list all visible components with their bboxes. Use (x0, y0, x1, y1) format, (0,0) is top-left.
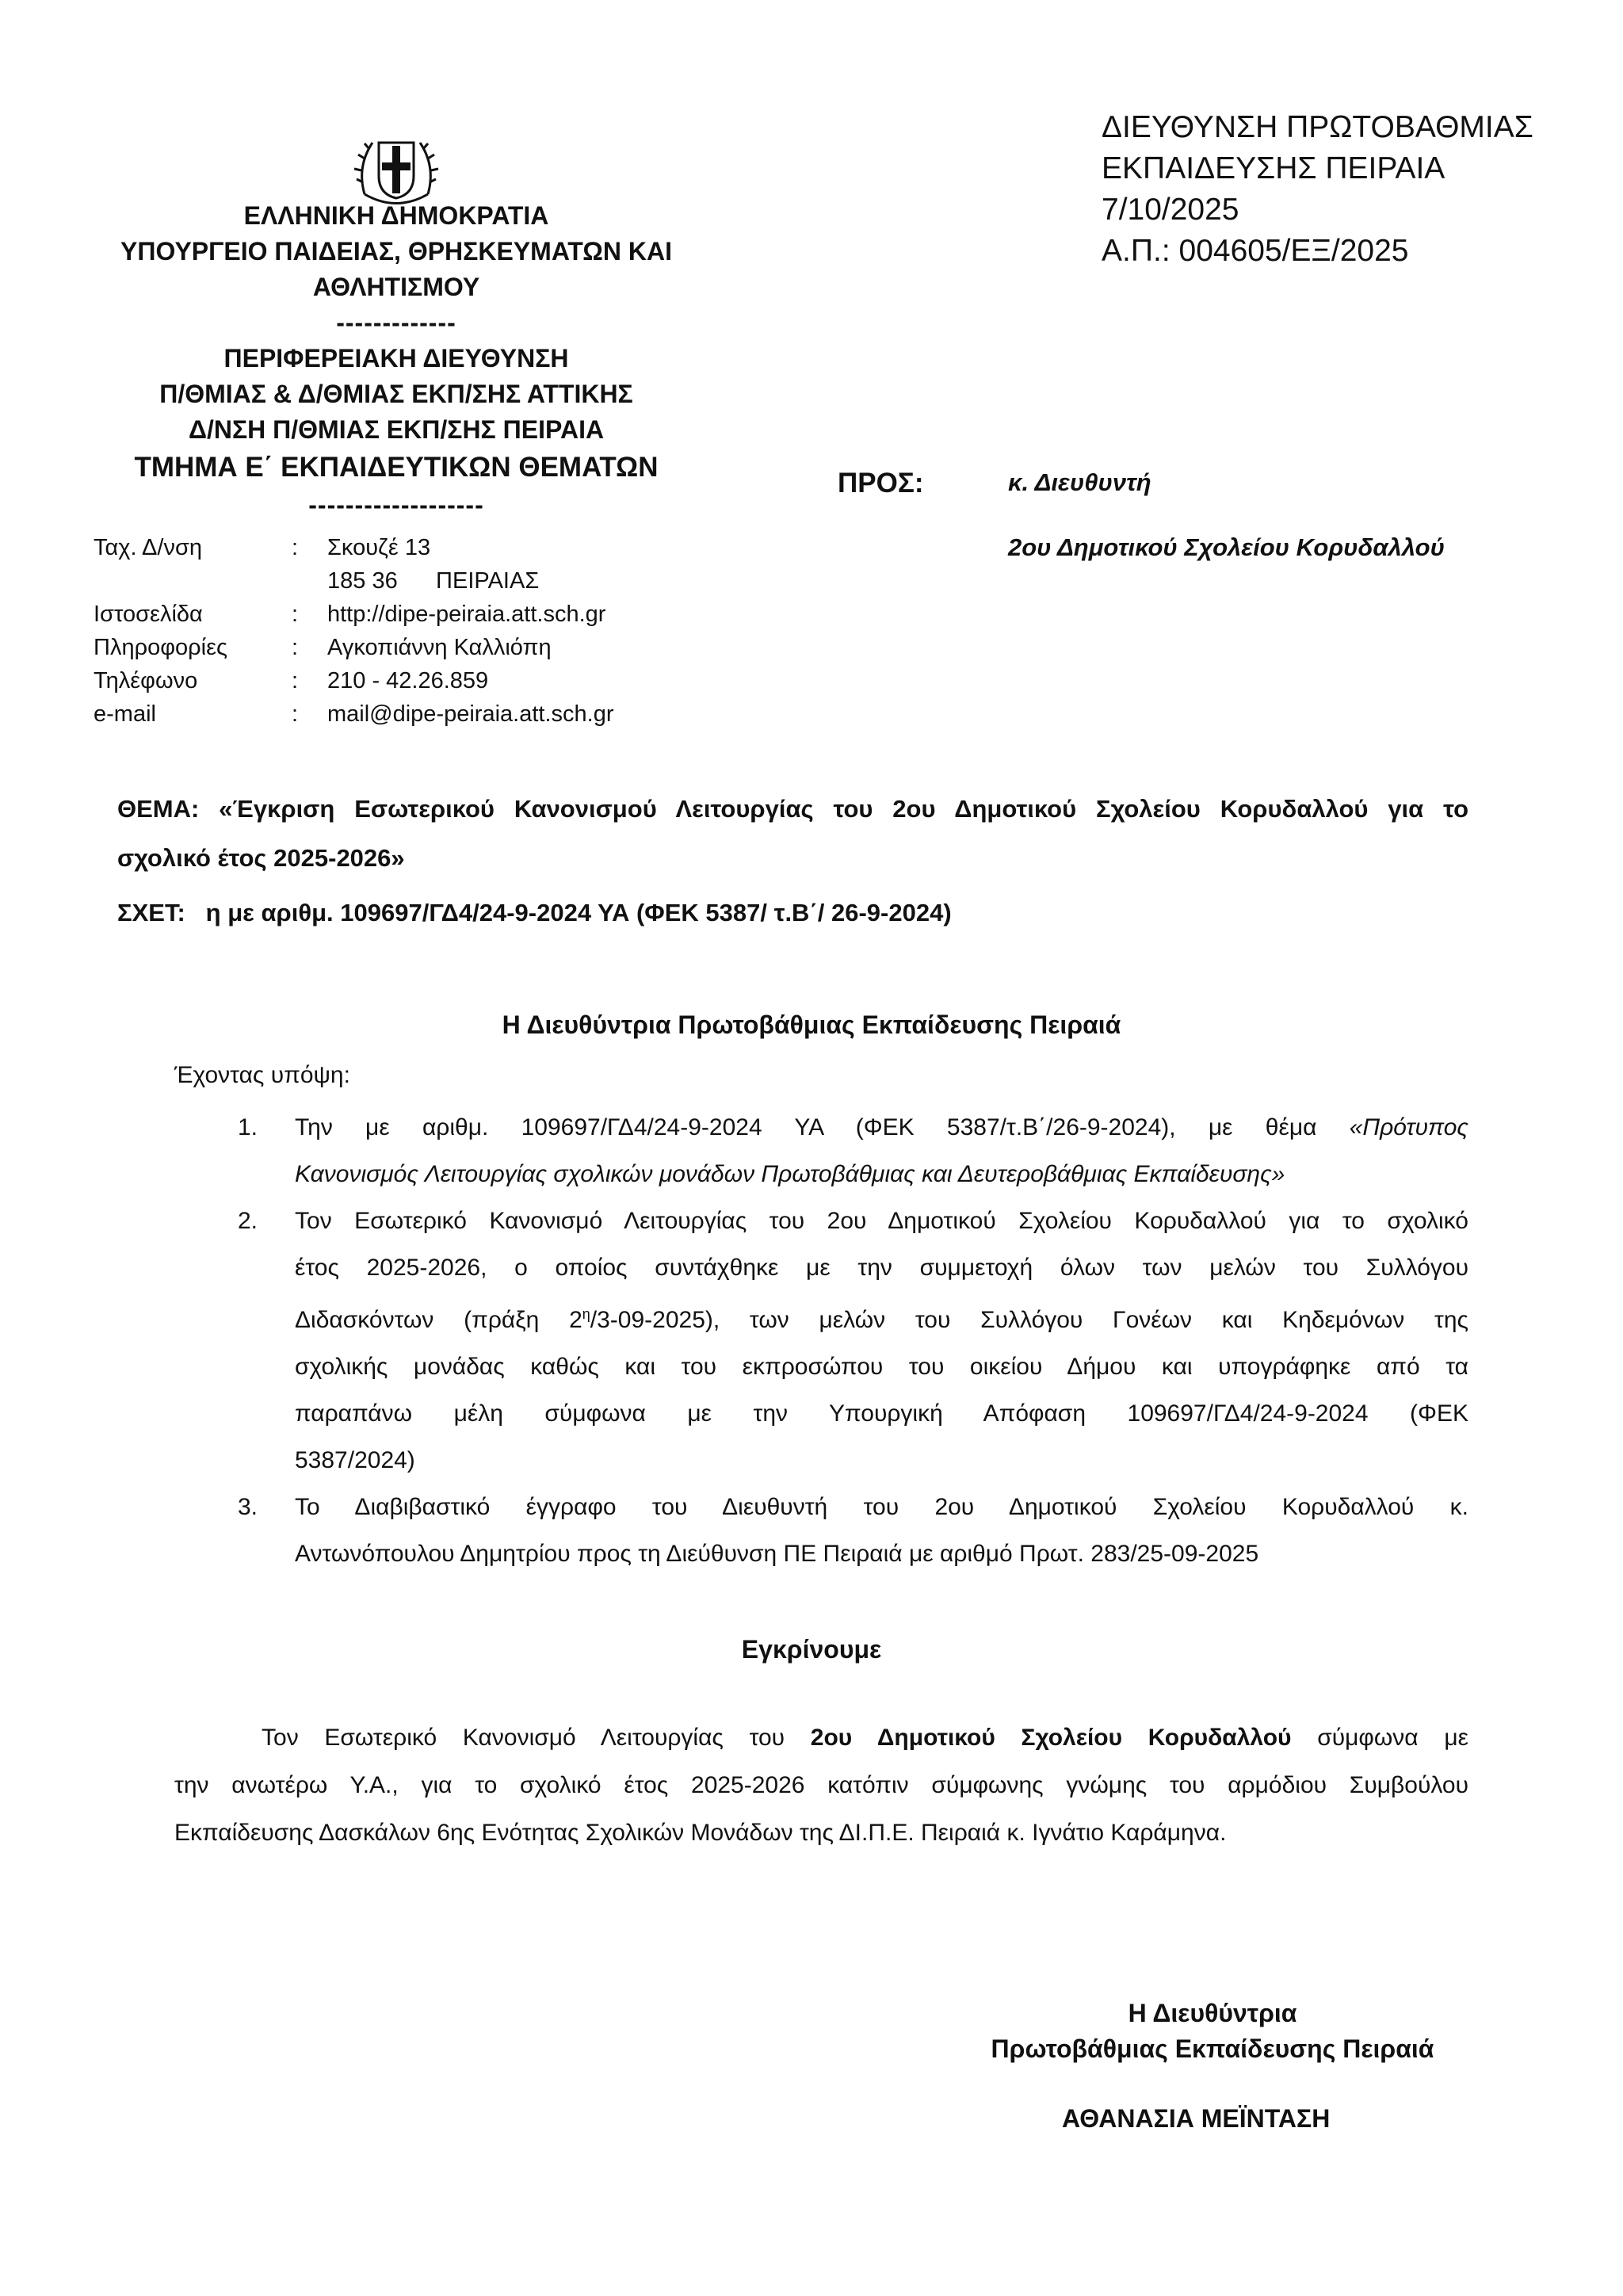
contact-colon (292, 564, 327, 598)
website-link[interactable]: http://dipe-peiraia.att.sch.gr (327, 602, 606, 627)
contact-value: Σκουζέ 13 (327, 535, 431, 560)
signature-title2: Πρωτοβάθμιας Εκπαίδευσης Πειραιά (991, 2034, 1434, 2063)
contact-label (94, 564, 292, 598)
header-line-ministry-cont: ΑΘΛΗΤΙΣΜΟΥ (312, 273, 480, 301)
header-separator: ------------- (336, 308, 456, 337)
list-item-line: 5387/2024) (295, 1447, 415, 1473)
list-item-line: έτος 2025-2026, ο οποίος συντάχθηκε με την συμμετοχή όλων των μελών του Συλλόγου (295, 1255, 1468, 1281)
header-line-piraeus: Δ/ΝΣΗ Π/ΘΜΙΑΣ ΕΚΠ/ΣΗΣ ΠΕΙΡΑΙΑ (188, 415, 605, 444)
list-item-number: 1. (238, 1114, 258, 1140)
contact-label: e-mail (94, 701, 156, 727)
list-item-number: 2. (238, 1208, 258, 1234)
document-date: 7/10/2025 (1102, 193, 1239, 227)
list-item (238, 1104, 1468, 1198)
paragraph-text: Τον Εσωτερικό Κανονισμό Λειτουργίας του (262, 1725, 811, 1751)
paragraph-line: Εκπαίδευσης Δασκάλων 6ης Ενότητας Σχολικών Μονάδων της ΔΙ.Π.Ε. Πειραιά κ. Ιγνάτιο Καράμηνα. (174, 1820, 1227, 1846)
approval-paragraph (174, 1714, 1468, 1857)
document-info (1102, 107, 1533, 272)
contact-colon: : (292, 602, 299, 627)
directorate-line2: ΕΚΠΑΙΔΕΥΣΗΣ ΠΕΙΡΑΙΑ (1102, 151, 1445, 185)
list-item-line: Το Διαβιβαστικό έγγραφο του Διευθυντή του 2ου Δημοτικού Σχολείου Κορυδαλλού κ. (295, 1494, 1468, 1520)
list-item (238, 1484, 1468, 1577)
list-item-line: σχολικής μονάδας καθώς και του εκπροσώπου του οικείου Δήμου και υπογράφηκε από τα (295, 1354, 1468, 1380)
subject-line1: ΘΕΜΑ: «Έγκριση Εσωτερικού Κανονισμού Λειτουργίας του 2ου Δημοτικού Σχολείου Κορυδαλλού για το (117, 795, 1468, 823)
header-line-ministry: ΥΠΟΥΡΓΕΙΟ ΠΑΙΔΕΙΑΣ, ΘΡΗΣΚΕΥΜΑΤΩΝ ΚΑΙ (120, 237, 672, 266)
superscript: η (582, 1306, 590, 1322)
protocol-number: Α.Π.: 004605/ΕΞ/2025 (1102, 234, 1409, 268)
paragraph-text: σύμφωνα με (1291, 1725, 1468, 1751)
directorate-line1: ΔΙΕΥΘΥΝΣΗ ΠΡΩΤΟΒΑΘΜΙΑΣ (1102, 110, 1533, 144)
recipient-block (1008, 450, 1445, 580)
contact-colon: : (292, 668, 299, 693)
contact-row-email (94, 697, 613, 731)
recipient-line2: 2ου Δημοτικού Σχολείου Κορυδαλλού (1008, 533, 1445, 561)
to-label: ΠΡΟΣ: (838, 468, 924, 499)
considerations-list (238, 1104, 1468, 1577)
contact-label: Τηλέφωνο (94, 668, 198, 693)
subject-line2: σχολικό έτος 2025-2026» (117, 844, 405, 872)
list-item-line (295, 1151, 1468, 1198)
recipient-line1: κ. Διευθυντή (1008, 468, 1151, 496)
contact-colon: : (292, 701, 299, 727)
considering-label: Έχοντας υπόψη: (174, 1062, 350, 1088)
signatory-name: ΑΘΑΝΑΣΙΑ ΜΕΪΝΤΑΣΗ (1062, 2104, 1331, 2133)
contact-label: Ταχ. Δ/νση (94, 535, 202, 560)
paragraph-line: την ανωτέρω Υ.Α., για το σχολικό έτος 2025-2026 κατόπιν σύμφωνης γνώμης του αρμόδιου Συμβούλου (174, 1772, 1468, 1798)
list-item-line: παραπάνω μέλη σύμφωνα με την Υπουργική Απόφαση 109697/ΓΔ4/24-9-2024 (ΦΕΚ (295, 1400, 1468, 1427)
list-item-text: /3-09-2025), των μελών του Συλλόγου Γονέων και Κηδεμόνων της (590, 1307, 1468, 1333)
issuing-authority-header (79, 198, 713, 523)
email-link[interactable]: mail@dipe-peiraia.att.sch.gr (327, 701, 614, 727)
signature-title1: Η Διευθύντρια (1128, 1999, 1297, 2027)
contact-value: 185 36 ΠΕΙΡΑΙΑΣ (327, 568, 540, 594)
contact-colon: : (292, 635, 299, 660)
header-line-attica: Π/ΘΜΙΑΣ & Δ/ΘΜΙΑΣ ΕΚΠ/ΣΗΣ ΑΤΤΙΚΗΣ (159, 380, 633, 408)
contact-info (94, 531, 613, 731)
contact-label: Ιστοσελίδα (94, 602, 203, 627)
header-line-republic: ΕΛΛΗΝΙΚΗ ΔΗΜΟΚΡΑΤΙΑ (243, 201, 549, 230)
header-line-regional: ΠΕΡΙΦΕΡΕΙΑΚΗ ΔΙΕΥΘΥΝΣΗ (223, 344, 569, 372)
contact-value: Αγκοπιάννη Καλλιόπη (327, 635, 552, 660)
contact-row-address (94, 531, 613, 564)
list-item-italic-text: Κανονισμός Λειτουργίας σχολικών μονάδων Πρωτοβάθμιας και Δευτεροβάθμιας Εκπαίδευσης» (295, 1161, 1285, 1187)
contact-label: Πληροφορίες (94, 635, 227, 660)
contact-row-postcode (94, 564, 613, 598)
list-item-line: Αντωνόπουλου Δημητρίου προς τη Διεύθυνση ΠΕ Πειραιά με αριθμό Πρωτ. 283/25-09-2025 (295, 1541, 1259, 1567)
list-item-italic-text: «Πρότυπος (1349, 1114, 1468, 1140)
list-item-number: 3. (238, 1494, 258, 1520)
contact-row-phone (94, 664, 613, 697)
list-item-text: Την με αριθμ. 109697/ΓΔ4/24-9-2024 ΥΑ (ΦΕΚ 5387/τ.Β΄/26-9-2024), με θέμα (295, 1114, 1350, 1140)
list-item-line: Τον Εσωτερικό Κανονισμό Λειτουργίας του 2ου Δημοτικού Σχολείου Κορυδαλλού για το σχολικό (295, 1208, 1468, 1234)
school-name: 2ου Δημοτικού Σχολείου Κορυδαλλού (810, 1725, 1292, 1751)
paragraph-line (174, 1714, 1468, 1762)
list-item-line (295, 1104, 1468, 1151)
contact-row-website (94, 598, 613, 631)
subject-reference: ΣΧΕΤ: η με αριθμ. 109697/ΓΔ4/24-9-2024 ΥΑ (ΦΕΚ 5387/ τ.Β΄/ 26-9-2024) (117, 899, 952, 926)
director-title: Η Διευθύντρια Πρωτοβάθμιας Εκπαίδευσης Πειραιά (502, 1010, 1121, 1039)
list-item (238, 1198, 1468, 1484)
list-item-text: Διδασκόντων (πράξη 2 (295, 1307, 582, 1333)
contact-colon: : (292, 535, 299, 560)
list-item-line (295, 1291, 1468, 1343)
header-line-department: ΤΜΗΜΑ Ε΄ ΕΚΠΑΙΔΕΥΤΙΚΩΝ ΘΕΜΑΤΩΝ (134, 452, 659, 483)
contact-row-info (94, 631, 613, 664)
header-separator: ------------------- (308, 491, 484, 519)
approval-heading: Εγκρίνουμε (741, 1635, 882, 1664)
subject (117, 785, 1468, 883)
signature-block (935, 1996, 1490, 2067)
contact-value: 210 - 42.26.859 (327, 668, 489, 693)
